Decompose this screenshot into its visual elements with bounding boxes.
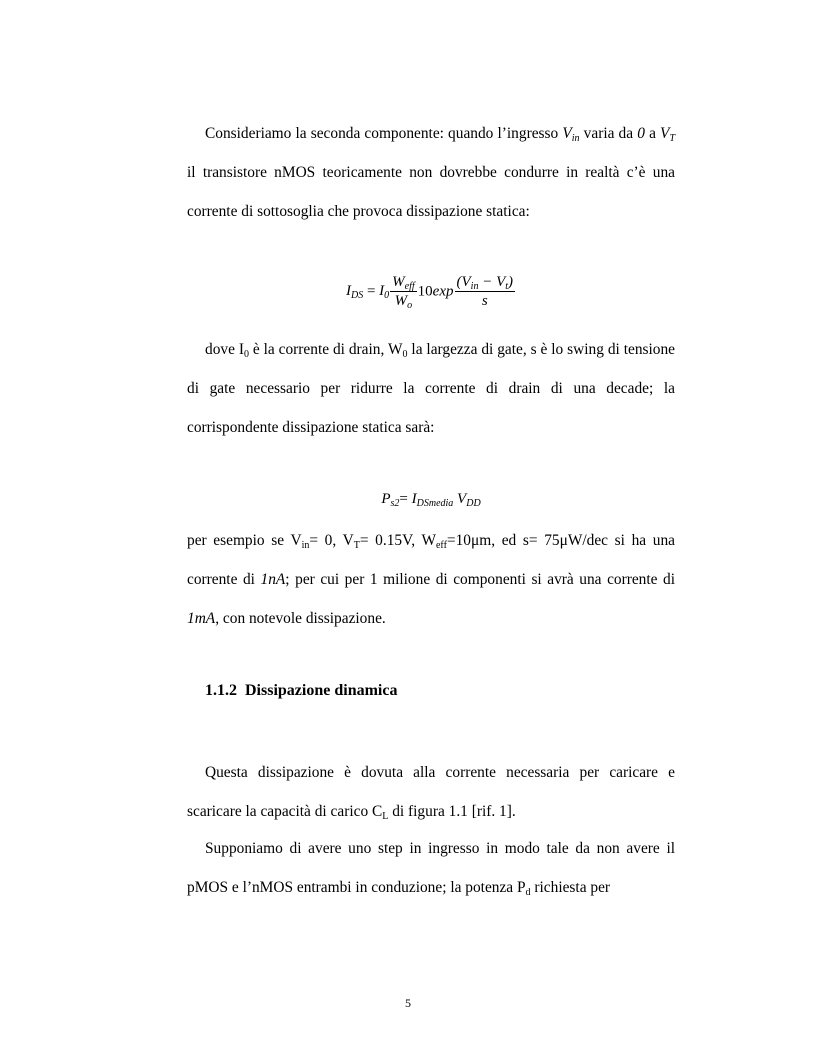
paragraph-example: [187, 521, 675, 638]
symbol-s: s: [481, 293, 488, 309]
paragraph-dynamic-intro: [187, 753, 675, 831]
text: (V: [456, 274, 471, 290]
subscript: 0: [402, 349, 408, 360]
subscript: s2: [390, 498, 400, 509]
text: il transistore nMOS teoricamente non dovrebbe condurre in realtà c’è una corrente di sottosoglia che provoca dissipazione statica:: [187, 164, 675, 220]
subscript: eff: [435, 540, 447, 551]
subscript: T: [353, 540, 360, 551]
symbol-i: I: [411, 491, 417, 507]
exp-function: exp: [432, 283, 454, 300]
symbol-zero: 0: [637, 125, 645, 142]
subscript: in: [470, 281, 479, 292]
equation-ps2: [187, 491, 675, 508]
text: la largezza di gate, s è lo swing di tensione di gate necessario per ridurre la corrente di drain di una decade; la corrispondente dissipazione statica sarà:: [187, 341, 676, 436]
subscript: DD: [466, 498, 481, 509]
text: per esempio se V: [187, 532, 302, 549]
subscript: T: [669, 133, 676, 144]
equals-sign: =: [399, 491, 412, 507]
paragraph-subthreshold-intro: [187, 114, 675, 231]
value-1na: 1nA: [260, 571, 286, 588]
paragraph-step-input: [187, 829, 675, 907]
subscript: t: [505, 281, 509, 292]
text: a: [644, 125, 661, 142]
subscript: 0: [384, 290, 390, 302]
value-1ma: 1mA: [187, 610, 216, 627]
subscript: 0: [243, 349, 249, 360]
section-number: 1.1.2: [205, 682, 237, 699]
text: di figura 1.1 [rif. 1].: [388, 803, 516, 820]
symbol-i: I: [345, 283, 351, 300]
text: Questa dissipazione è dovuta alla corrente necessaria per caricare e scaricare la capacità di carico C: [187, 764, 675, 820]
text: , con notevole dissipazione.: [215, 610, 386, 627]
section-title: Dissipazione dinamica: [245, 682, 398, 699]
subscript: o: [407, 300, 413, 311]
subscript: L: [382, 811, 389, 822]
text: richiesta per: [530, 879, 611, 896]
symbol-v: V: [562, 125, 572, 142]
subscript: eff: [404, 281, 415, 292]
symbol-p: P: [381, 491, 391, 507]
symbol-w: W: [392, 274, 405, 290]
text: − V: [478, 274, 506, 290]
paragraph-definitions: [187, 330, 675, 447]
text: Supponiamo di avere uno step in ingresso in modo tale da non avere il pMOS e l’nMOS entrambi in conduzione; la potenza P: [187, 840, 675, 896]
symbol-w: W: [394, 293, 408, 309]
constant-ten: 10: [417, 283, 433, 300]
fraction-exponent: [455, 274, 516, 310]
text: = 0, V: [309, 532, 354, 549]
fraction-w-ratio: [390, 274, 417, 310]
equals-sign: =: [363, 283, 380, 300]
text: dove I: [205, 341, 244, 358]
section-heading: [205, 682, 397, 700]
symbol-v: V: [453, 491, 467, 507]
text: ): [508, 274, 514, 290]
text: varia da: [579, 125, 638, 142]
text: ; per cui per 1 milione di componenti si avrà una corrente di: [285, 571, 676, 588]
page-number: 5: [405, 996, 411, 1010]
symbol-i0: I: [379, 283, 385, 300]
text: =10μm, ed s= 75μW/dec si ha una corrente di: [187, 532, 675, 588]
subscript: in: [571, 133, 580, 144]
subscript: d: [525, 887, 531, 898]
subscript: DSmedia: [416, 498, 454, 509]
symbol-v: V: [660, 125, 670, 142]
text: Consideriamo la seconda componente: quando l’ingresso: [205, 125, 563, 142]
equation-ids: [187, 274, 675, 310]
text: = 0.15V, W: [359, 532, 436, 549]
text: è la corrente di drain, W: [248, 341, 403, 358]
subscript: DS: [350, 290, 364, 302]
subscript: in: [301, 540, 310, 551]
